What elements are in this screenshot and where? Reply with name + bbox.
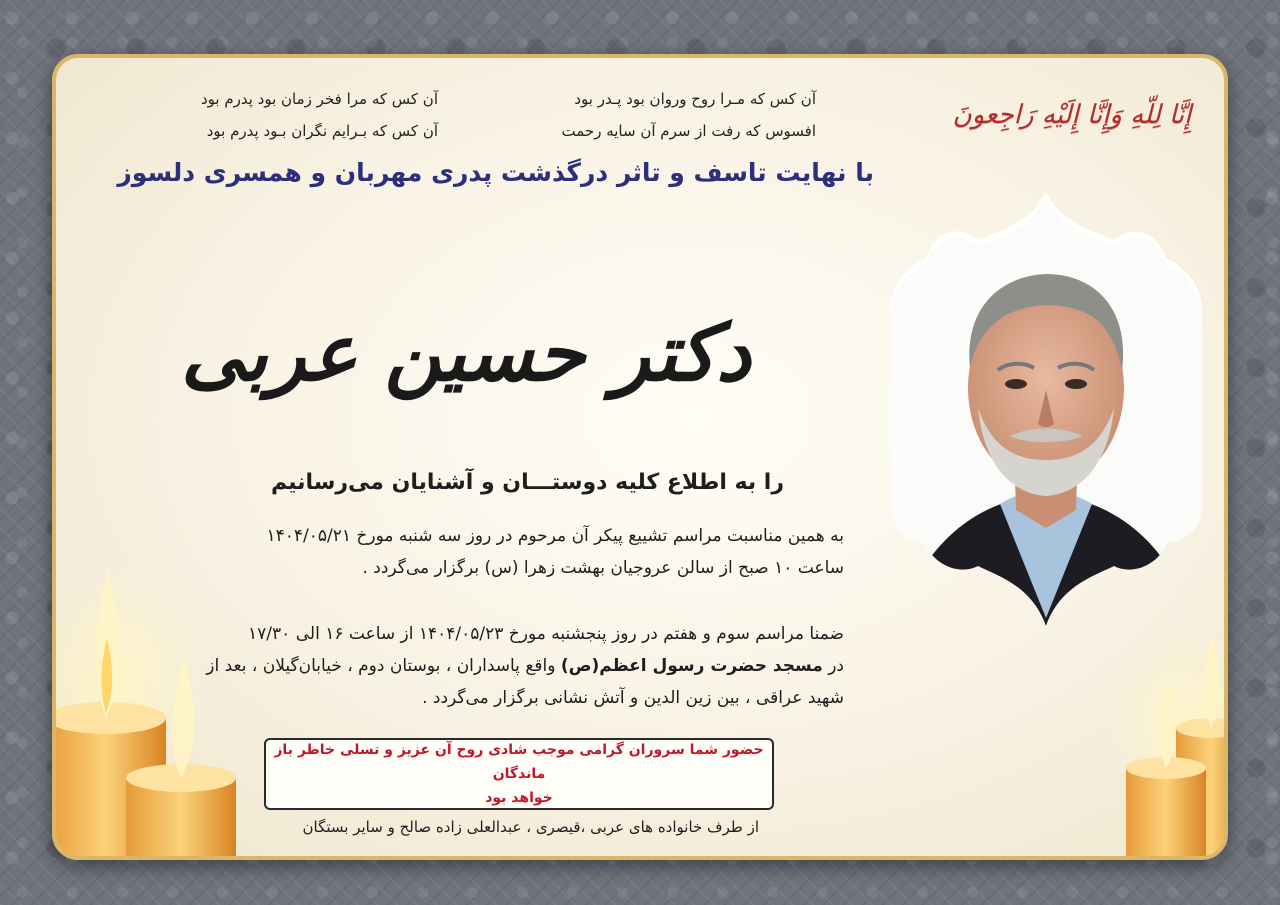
deceased-name: [181, 263, 751, 443]
portrait-photo: [890, 198, 1202, 642]
deceased-name-text: دکتر حسین عربی: [181, 307, 751, 399]
mosque-name: مسجد حضرت رسول اعظم(ص): [560, 656, 823, 676]
portrait-illustration: [890, 198, 1202, 642]
inform-line: را به اطلاع کلیه دوستـــان و آشنایان می‌رسانیم: [270, 470, 784, 495]
memorial-line-prefix: در: [828, 656, 844, 676]
candles-right-illustration: [1086, 618, 1228, 860]
poem-left: [148, 83, 438, 147]
poem-line: آن کس که بـرایم نگران بـود پدرم بود: [206, 122, 438, 140]
poem-right: [506, 83, 816, 147]
poem-line: آن کس که مرا فخر زمان بود پدرم بود: [200, 90, 438, 108]
family-signature: از طرف خانواده های عربی ،قیصری ، عبدالعلی زاده صالح و سایر بستگان: [302, 818, 759, 836]
poem-line: افسوس که رفت از سرم آن سایه رحمت: [561, 122, 816, 140]
memorial-line: شهید عراقی ، بین زین الدین و آتش نشانی برگزار می‌گردد .: [422, 688, 844, 708]
headline: با نهایت تاسف و تاثر درگذشت پدری مهربان و همسری دلسوز: [117, 158, 874, 187]
notice-line: خواهد بود: [485, 790, 553, 806]
memorial-line-suffix: واقع پاسداران ، بوستان دوم ، خیابان‌گیلان ، بعد از: [206, 656, 556, 676]
candles-left-illustration: [56, 528, 236, 860]
memorial-line: ضمنا مراسم سوم و هفتم در روز پنجشنبه مورخ ۱۴۰۴/۰۵/۲۳ از ساعت ۱۶ الی ۱۷/۳۰: [248, 624, 844, 644]
memorial-card: [52, 54, 1228, 860]
calligraphy-verse: [952, 80, 1192, 150]
notice-line: حضور شما سروران گرامی موجب شادی روح آن عزیز و تسلی خاطر باز ماندگان: [274, 742, 764, 782]
poem-line: آن کس که مـرا روح وروان بود پـدر بود: [574, 90, 816, 108]
funeral-line: به همین مناسبت مراسم تشییع پیکر آن مرحوم در روز سه شنبه مورخ ۱۴۰۴/۰۵/۲۱: [266, 526, 844, 546]
notice-box: [264, 738, 774, 810]
funeral-line: ساعت ۱۰ صبح از سالن عروجیان بهشت زهرا (س) برگزار می‌گردد .: [362, 558, 844, 578]
calligraphy-text: إِنَّا لِلّهِ وَإِنَّا إِلَيْهِ رَاجِعونَ: [952, 100, 1192, 130]
